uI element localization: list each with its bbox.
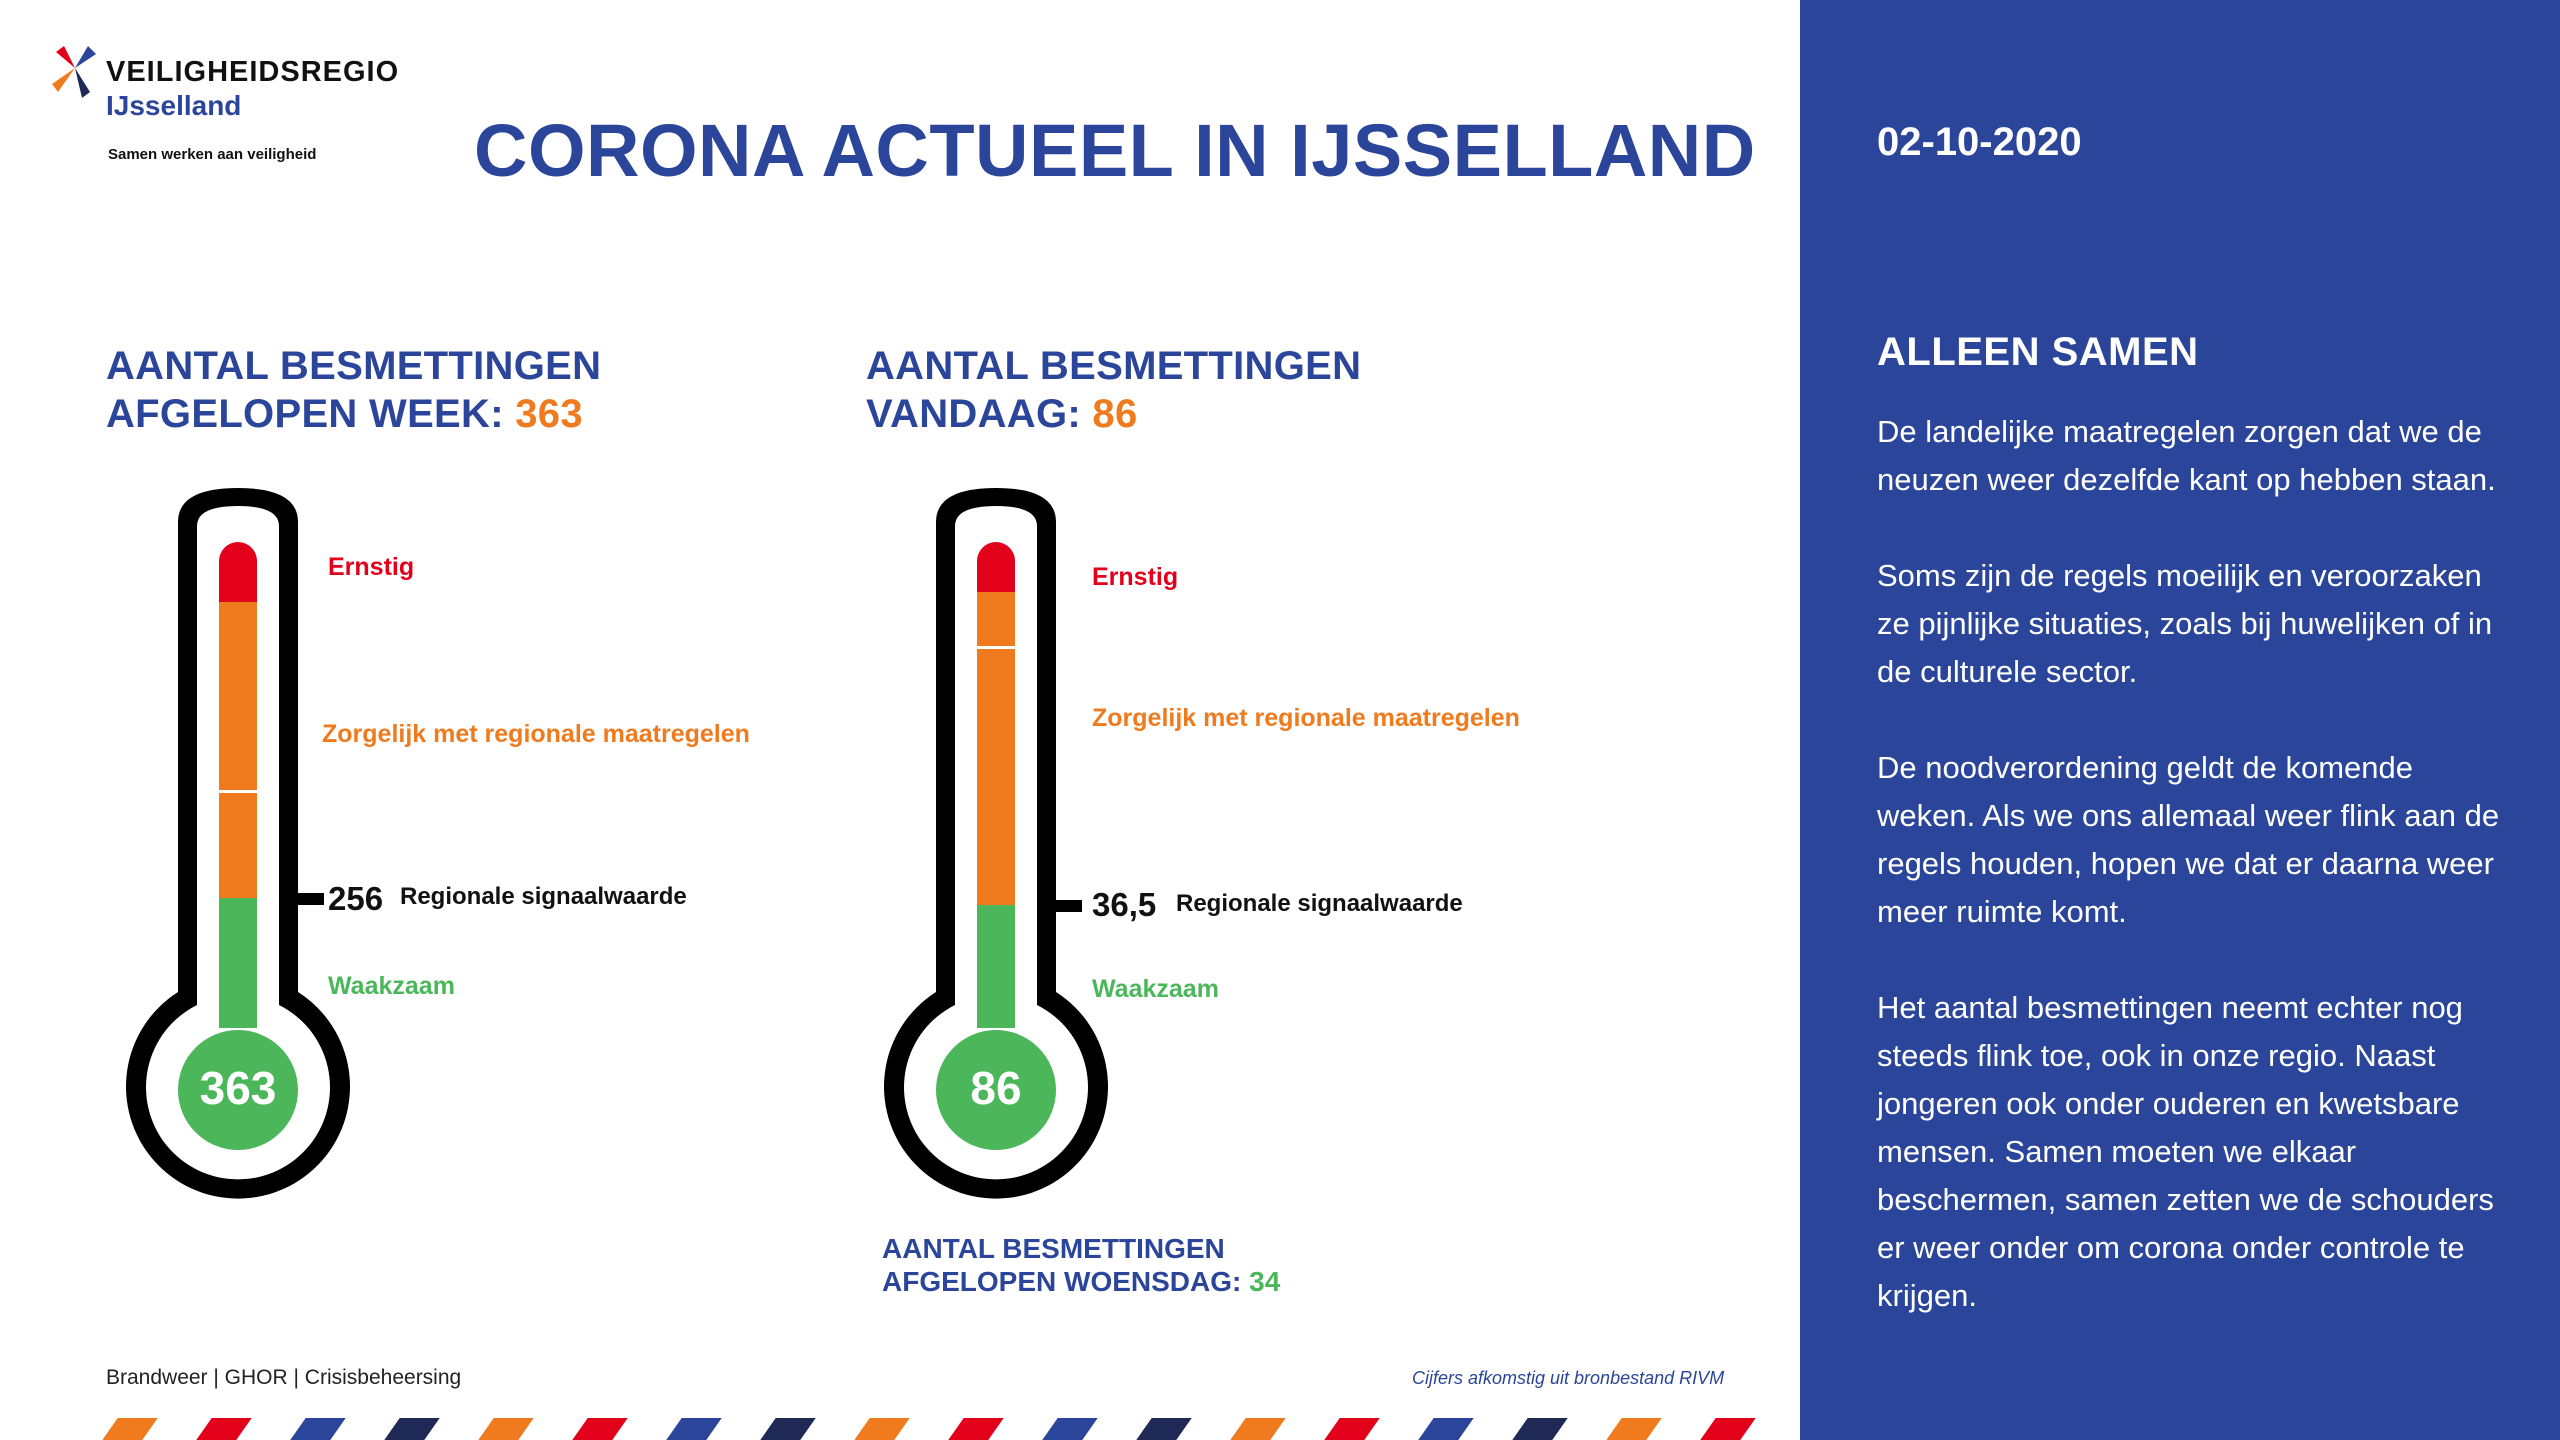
side-body — [1877, 408, 2517, 1368]
today-heading — [866, 342, 1361, 438]
stripe — [1136, 1418, 1191, 1440]
week-level-waakzaam — [219, 898, 257, 1028]
stripe — [1042, 1418, 1097, 1440]
footer-source: Cijfers afkomstig uit bronbestand RIVM — [1412, 1368, 1725, 1388]
today-bulb-value: 86 — [970, 1062, 1022, 1114]
stripe — [478, 1418, 533, 1440]
stripe — [666, 1418, 721, 1440]
week-label-waakzaam: Waakzaam — [328, 972, 455, 1000]
stripe — [760, 1418, 815, 1440]
week-label-ernstig: Ernstig — [328, 553, 415, 581]
side-paragraph: De landelijke maatregelen zorgen dat we de neuzen weer dezelfde kant op hebben staan. — [1877, 414, 2496, 497]
week-heading-line1: AANTAL BESMETTINGEN — [106, 344, 602, 388]
week-signal-marker — [298, 893, 324, 905]
stripe — [1324, 1418, 1379, 1440]
footer-organisations: Brandweer | GHOR | Crisisbeheersing — [106, 1366, 462, 1389]
week-heading — [106, 342, 601, 438]
stripe — [196, 1418, 251, 1440]
stripe — [1230, 1418, 1285, 1440]
today-label-ernstig: Ernstig — [1092, 563, 1179, 591]
stripe — [1418, 1418, 1473, 1440]
wednesday-heading — [882, 1232, 1280, 1298]
week-level-zorgelijk-upper — [219, 602, 257, 790]
today-label-zorgelijk: Zorgelijk met regionale maatregelen — [1092, 704, 1520, 732]
side-paragraph: De noodverordening geldt de komende weken. Als we ons allemaal weer flink aan de regels houden, hopen we dat er daarna weer meer ruimte komt. — [1877, 750, 2500, 929]
week-bulb-value: 363 — [199, 1062, 277, 1114]
today-level-zorgelijk-upper — [977, 592, 1015, 646]
today-level-zorgelijk-lower — [977, 649, 1015, 905]
stripe — [102, 1418, 157, 1440]
stripe — [854, 1418, 909, 1440]
week-heading-line2: AFGELOPEN WEEK: — [106, 392, 504, 436]
stripe — [948, 1418, 1003, 1440]
page-title: CORONA ACTUEEL IN IJSSELLAND — [474, 109, 1756, 192]
brand-name: VEILIGHEIDSREGIO — [106, 56, 400, 88]
week-thermometer — [0, 460, 760, 1220]
brand-region: IJsselland — [106, 90, 242, 121]
week-heading-value: 363 — [515, 392, 583, 436]
footer-stripes — [0, 1418, 1800, 1440]
stripe — [290, 1418, 345, 1440]
veiligheidsregio-logo-icon — [52, 46, 98, 98]
brand-logo — [52, 44, 432, 174]
wednesday-heading-line2: AFGELOPEN WOENSDAG: — [882, 1266, 1242, 1297]
today-signal-label: Regionale signaalwaarde — [1176, 890, 1463, 917]
stripe — [572, 1418, 627, 1440]
today-label-waakzaam: Waakzaam — [1092, 975, 1219, 1003]
week-signal-value: 256 — [328, 880, 384, 917]
today-heading-line2: VANDAAG: — [866, 392, 1081, 436]
today-level-waakzaam — [977, 905, 1015, 1028]
today-signal-value: 36,5 — [1092, 886, 1157, 923]
week-level-zorgelijk-lower — [219, 793, 257, 898]
side-title: ALLEEN SAMEN — [1877, 330, 2199, 374]
today-heading-value: 86 — [1092, 392, 1138, 436]
stripe — [1606, 1418, 1661, 1440]
stripe — [1700, 1418, 1755, 1440]
today-heading-line1: AANTAL BESMETTINGEN — [866, 344, 1362, 388]
report-date: 02-10-2020 — [1877, 120, 2082, 164]
week-signal-label: Regionale signaalwaarde — [400, 883, 687, 910]
week-label-zorgelijk: Zorgelijk met regionale maatregelen — [322, 720, 750, 748]
today-signal-marker — [1056, 900, 1082, 912]
brand-tagline: Samen werken aan veiligheid — [108, 146, 317, 163]
side-paragraph: Het aantal besmettingen neemt echter nog steeds flink toe, ook in onze regio. Naast jongeren ook onder ouderen en kwetsbare mensen. Samen moeten we elkaar beschermen, samen zetten we de schouders er weer onder om corona onder controle te krijgen. — [1877, 990, 2494, 1313]
stripe — [384, 1418, 439, 1440]
stripe — [1512, 1418, 1567, 1440]
wednesday-heading-line1: AANTAL BESMETTINGEN — [882, 1233, 1225, 1264]
wednesday-heading-value: 34 — [1249, 1266, 1281, 1297]
side-paragraph: Soms zijn de regels moeilijk en veroorzaken ze pijnlijke situaties, zoals bij huwelijken of in de culturele sector. — [1877, 558, 2493, 689]
side-panel — [1800, 0, 2560, 1440]
today-thermometer — [758, 460, 1518, 1220]
